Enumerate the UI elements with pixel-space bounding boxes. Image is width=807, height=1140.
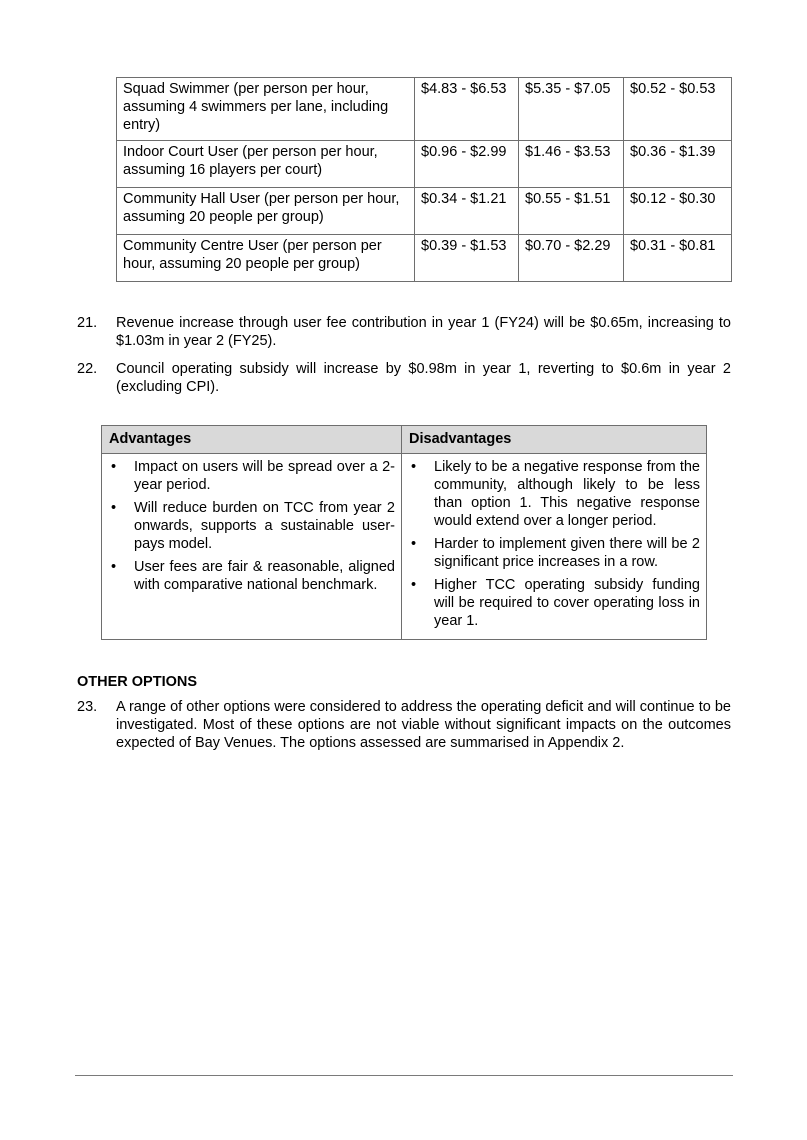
- list-item: [108, 499, 395, 553]
- paragraph-text: Council operating subsidy will increase by $0.98m in year 1, reverting to $0.6m in year 2 (excluding CPI).: [116, 361, 731, 395]
- table-row: [117, 188, 732, 235]
- list-item: [408, 458, 700, 530]
- list-item-text: User fees are fair & reasonable, aligned with comparative national benchmark.: [134, 559, 395, 593]
- bullet-icon: •: [111, 559, 117, 575]
- list-item-text: Will reduce burden on TCC from year 2 onwards, supports a sustainable user-pays model.: [134, 500, 395, 552]
- disadvantages-header: Disadvantages: [402, 426, 707, 454]
- user-fee-table: [116, 77, 732, 282]
- paragraph-22: [77, 360, 731, 396]
- list-item-text: Impact on users will be spread over a 2-year period.: [134, 459, 395, 493]
- row-value-2: $5.35 - $7.05: [519, 78, 624, 141]
- bullet-icon: •: [411, 536, 417, 552]
- row-description: Squad Swimmer (per person per hour, assuming 4 swimmers per lane, including entry): [117, 78, 415, 141]
- row-value-1: $0.39 - $1.53: [415, 235, 519, 282]
- row-value-3: $0.52 - $0.53: [624, 78, 732, 141]
- footer-divider: [75, 1075, 733, 1076]
- advantages-disadvantages-table: [101, 425, 707, 640]
- advantages-list: [108, 458, 395, 594]
- row-value-3: $0.31 - $0.81: [624, 235, 732, 282]
- list-item-text: Higher TCC operating subsidy funding will be required to cover operating loss in year 1.: [434, 577, 700, 629]
- table-header-row: [102, 426, 707, 454]
- advantages-cell: [102, 454, 402, 640]
- row-value-1: $4.83 - $6.53: [415, 78, 519, 141]
- table-row: [117, 141, 732, 188]
- row-value-1: $0.96 - $2.99: [415, 141, 519, 188]
- row-description: Community Centre User (per person per hour, assuming 20 people per group): [117, 235, 415, 282]
- list-item: [108, 458, 395, 494]
- paragraph-number: 21.: [77, 315, 98, 331]
- row-value-2: $0.55 - $1.51: [519, 188, 624, 235]
- row-value-2: $0.70 - $2.29: [519, 235, 624, 282]
- list-item-text: Likely to be a negative response from the community, although likely to be less than option 1. This negative response would extend over a longer period.: [434, 459, 700, 529]
- table-row: [117, 235, 732, 282]
- paragraph-23: [77, 698, 731, 752]
- row-value-3: $0.12 - $0.30: [624, 188, 732, 235]
- paragraph-text: Revenue increase through user fee contribution in year 1 (FY24) will be $0.65m, increasing to $1.03m in year 2 (FY25).: [116, 315, 731, 349]
- row-value-3: $0.36 - $1.39: [624, 141, 732, 188]
- list-item: [108, 558, 395, 594]
- advantages-header: Advantages: [102, 426, 402, 454]
- bullet-icon: •: [411, 577, 417, 593]
- table-row: [102, 454, 707, 640]
- row-value-2: $1.46 - $3.53: [519, 141, 624, 188]
- table-row: [117, 78, 732, 141]
- disadvantages-list: [408, 458, 700, 630]
- bullet-icon: •: [411, 459, 417, 475]
- bullet-icon: •: [111, 500, 117, 516]
- row-description: Community Hall User (per person per hour, assuming 20 people per group): [117, 188, 415, 235]
- paragraph-text: A range of other options were considered to address the operating deficit and will continue to be investigated. Most of these options are not viable without significant impacts on the outcomes expected of Bay Venues. The options assessed are summarised in Appendix 2.: [116, 699, 731, 751]
- row-description: Indoor Court User (per person per hour, assuming 16 players per court): [117, 141, 415, 188]
- section-heading: OTHER OPTIONS: [77, 674, 198, 690]
- disadvantages-cell: [402, 454, 707, 640]
- bullet-icon: •: [111, 459, 117, 475]
- row-value-1: $0.34 - $1.21: [415, 188, 519, 235]
- paragraph-21: [77, 314, 731, 350]
- paragraph-number: 22.: [77, 361, 98, 377]
- list-item-text: Harder to implement given there will be 2 significant price increases in a row.: [434, 536, 700, 570]
- paragraph-number: 23.: [77, 699, 98, 715]
- list-item: [408, 535, 700, 571]
- list-item: [408, 576, 700, 630]
